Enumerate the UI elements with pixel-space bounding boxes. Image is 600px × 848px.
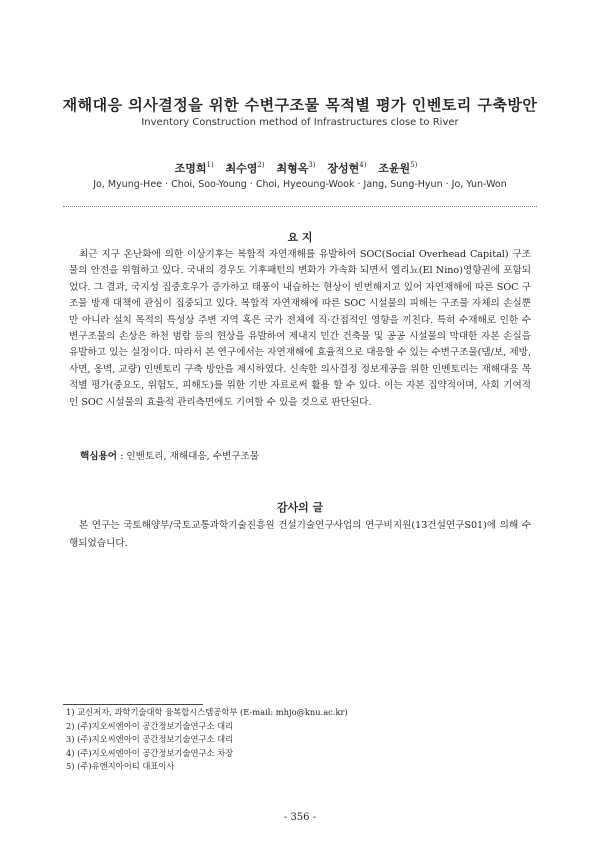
keywords-text: : 인벤토리, 재해대응, 수변구조물: [117, 451, 260, 462]
footnote: 1) 교신저자, 과학기술대학 융복합시스템공학부 (E-mail: mhjo@knu.ac.kr): [66, 707, 348, 717]
footnote: 3) (주)지오씨엔아이 공간정보기술연구소 대리: [66, 734, 234, 744]
page-number: - 356 -: [283, 812, 317, 823]
author-name: 최수영: [225, 162, 258, 175]
author-list: [0, 160, 600, 176]
author-affiliation-mark: 5): [410, 161, 418, 170]
dotted-divider: [63, 206, 537, 207]
keywords-label: 핵심용어: [80, 451, 118, 462]
paper-title: 재해대응 의사결정을 위한 수변구조물 목적별 평가 인벤토리 구축방안: [62, 96, 538, 114]
footnote: 4) (주)지오씨엔아이 공간정보기술연구소 차장: [66, 747, 234, 758]
footnotes: [66, 706, 536, 774]
acknowledgement-body: 본 연구는 국토해양부/국토교통과학기술진흥원 건설기술연구사업의 연구비지원(13건설연구S01)에 의해 수행되었습니다.: [69, 520, 531, 549]
footnote: 5) (주)유엔지아이티 대표이사: [66, 761, 175, 771]
author-affiliation-mark: 3): [308, 161, 316, 170]
keywords-line: [80, 448, 530, 462]
footnote-rule: [63, 704, 203, 705]
author-name: 조명희: [174, 162, 207, 175]
author-affiliation-mark: 2): [257, 161, 265, 170]
author-affiliation-mark: 1): [206, 161, 214, 170]
footnote: 2) (주)지오씨엔아이 공간정보기술연구소 대리: [66, 720, 234, 731]
author-list-english: Jo, Myung-Hee · Choi, Soo-Young · Choi, Hyeoung-Wook · Jang, Sung-Hyun · Jo, Yun-Won: [93, 179, 507, 190]
author-name: 조윤원: [378, 162, 411, 175]
author-name: 장성현: [327, 162, 360, 175]
abstract-body: 최근 지구 온난화에 의한 이상기후는 복합적 자연재해를 유발하여 SOC(Social Overhead Capital) 구조물의 안전을 위협하고 있다. 국내의 경우도 기후패턴의 변화가 가속화 되면서 엘리뇨(El Nino)영향권에 포함되었다. 그 결과, 국지성 집중호우가 증가하고 태풍이 내습하는 현상이 빈번해지고 있어 자연재해에 따른 SOC 구조물 방재 대책에 관심이 집중되고 있다. 복합적 자연재해에 따른 SOC 시설물의 피해는 구조물 자체의 손실뿐만 아니라 설치 목적의 특성상 주변 지역 혹은 국가 전체에 직·간접적인 영향을 끼친다. 특히 수재해로 인한 수변구조물의 손상은 하천 범람 등의 현상을 유발하여 제내지 민간 건축물 및 공공 시설물의 막대한 자본 손실을 유발하고 있는 실정이다. 따라서 본 연구에서는 자연재해에 효율적으로 대응할 수 있는 수변구조물(댐/보, 제방, 사면, 옹벽, 교량) 인벤토리 구축 방안을 제시하였다. 신속한 의사결정 정보제공을 위한 인벤토리는 재해대응 목적별 평가(중요도, 위험도, 피해도)를 위한 기반 자료로써 활용 할 수 있다. 이는 자본 집약적이며, 사회 기여적인 SOC 시설물의 효율적 관리측면에도 기여할 수 있을 것으로 판단된다.: [69, 249, 531, 408]
abstract-heading: 요 지: [287, 231, 313, 244]
paper-subtitle: Inventory Construction method of Infrastructures close to River: [141, 117, 459, 128]
acknowledgement-heading: 감사의 글: [276, 501, 324, 514]
author-name: 최형옥: [276, 162, 309, 175]
author-affiliation-mark: 4): [359, 161, 367, 170]
